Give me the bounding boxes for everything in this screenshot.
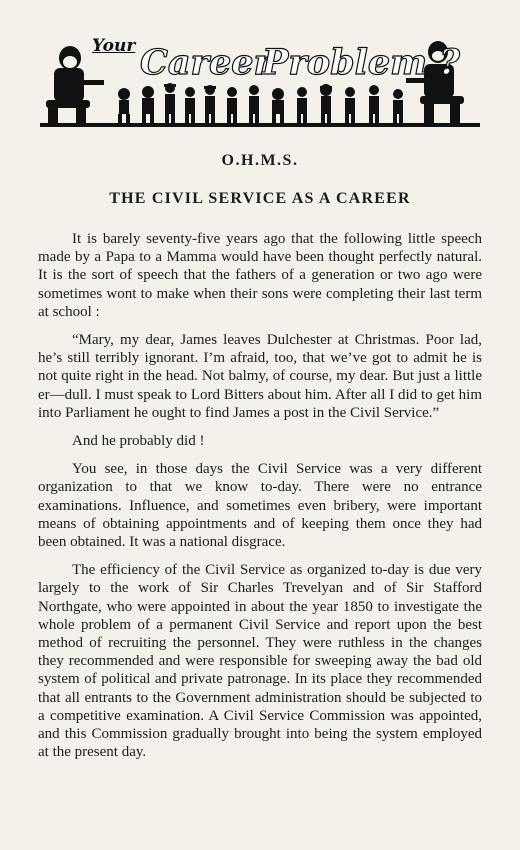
paragraph-5: The efficiency of the Civil Service as organized to-day is due very largely to the work of Sir Charles Trevelyan and of Sir Stafford Northgate, who were appointed in about the year 1850 to investigate the whole problem of a permanent Civil Service and report upon the best method of recruiting the personnel. They were ruthless in the changes they recommended and were responsible for sweeping away the bad old system of political and private patronage. In its place they recommended that all entrants to the Government administration should be subjected to a competitive examination. A Civil Service Commission was appointed, and this Commission gradually brought into being the system employed at the present day.: [38, 562, 482, 761]
banner-problem-text: Problem ?: [262, 42, 460, 83]
article-title: THE CIVIL SERVICE AS A CAREER: [109, 190, 411, 207]
article-body: [38, 230, 482, 771]
ohms-heading: O.H.M.S.: [221, 152, 299, 169]
header-banner: [40, 36, 480, 130]
paragraph-1: It is barely seventy-five years ago that the following little speech made by a Papa to a Mamma would have been thought perfectly natural. It is the sort of speech that the fathers of a generation or two ago were sometimes wont to make when their sons were completing their last term at school :: [38, 231, 482, 320]
banner-your-text: Your: [92, 36, 136, 56]
paragraph-4: You see, in those days the Civil Service was a very different organization to that we know to-day. There were no entrance examinations. Influence, and sometimes even bribery, were important means of obtaining appointments and of keeping them once they had been obtained. It was a national disgrace.: [38, 461, 482, 551]
paragraph-3: And he probably did !: [72, 433, 205, 450]
paragraph-quote: “Mary, my dear, James leaves Dulchester at Christmas. Poor lad, he’s still terribly ignorant. I’m afraid, too, that we’ve got to admit he is not quite right in the head. Not balmy, of course, my dear. But just a little er—dull. I must speak to Lord Bitters about him. After all I did to get him into Parliament he ought to find James a post in the Civil Service.”: [38, 332, 482, 421]
banner-career-text: Career: [140, 42, 272, 83]
